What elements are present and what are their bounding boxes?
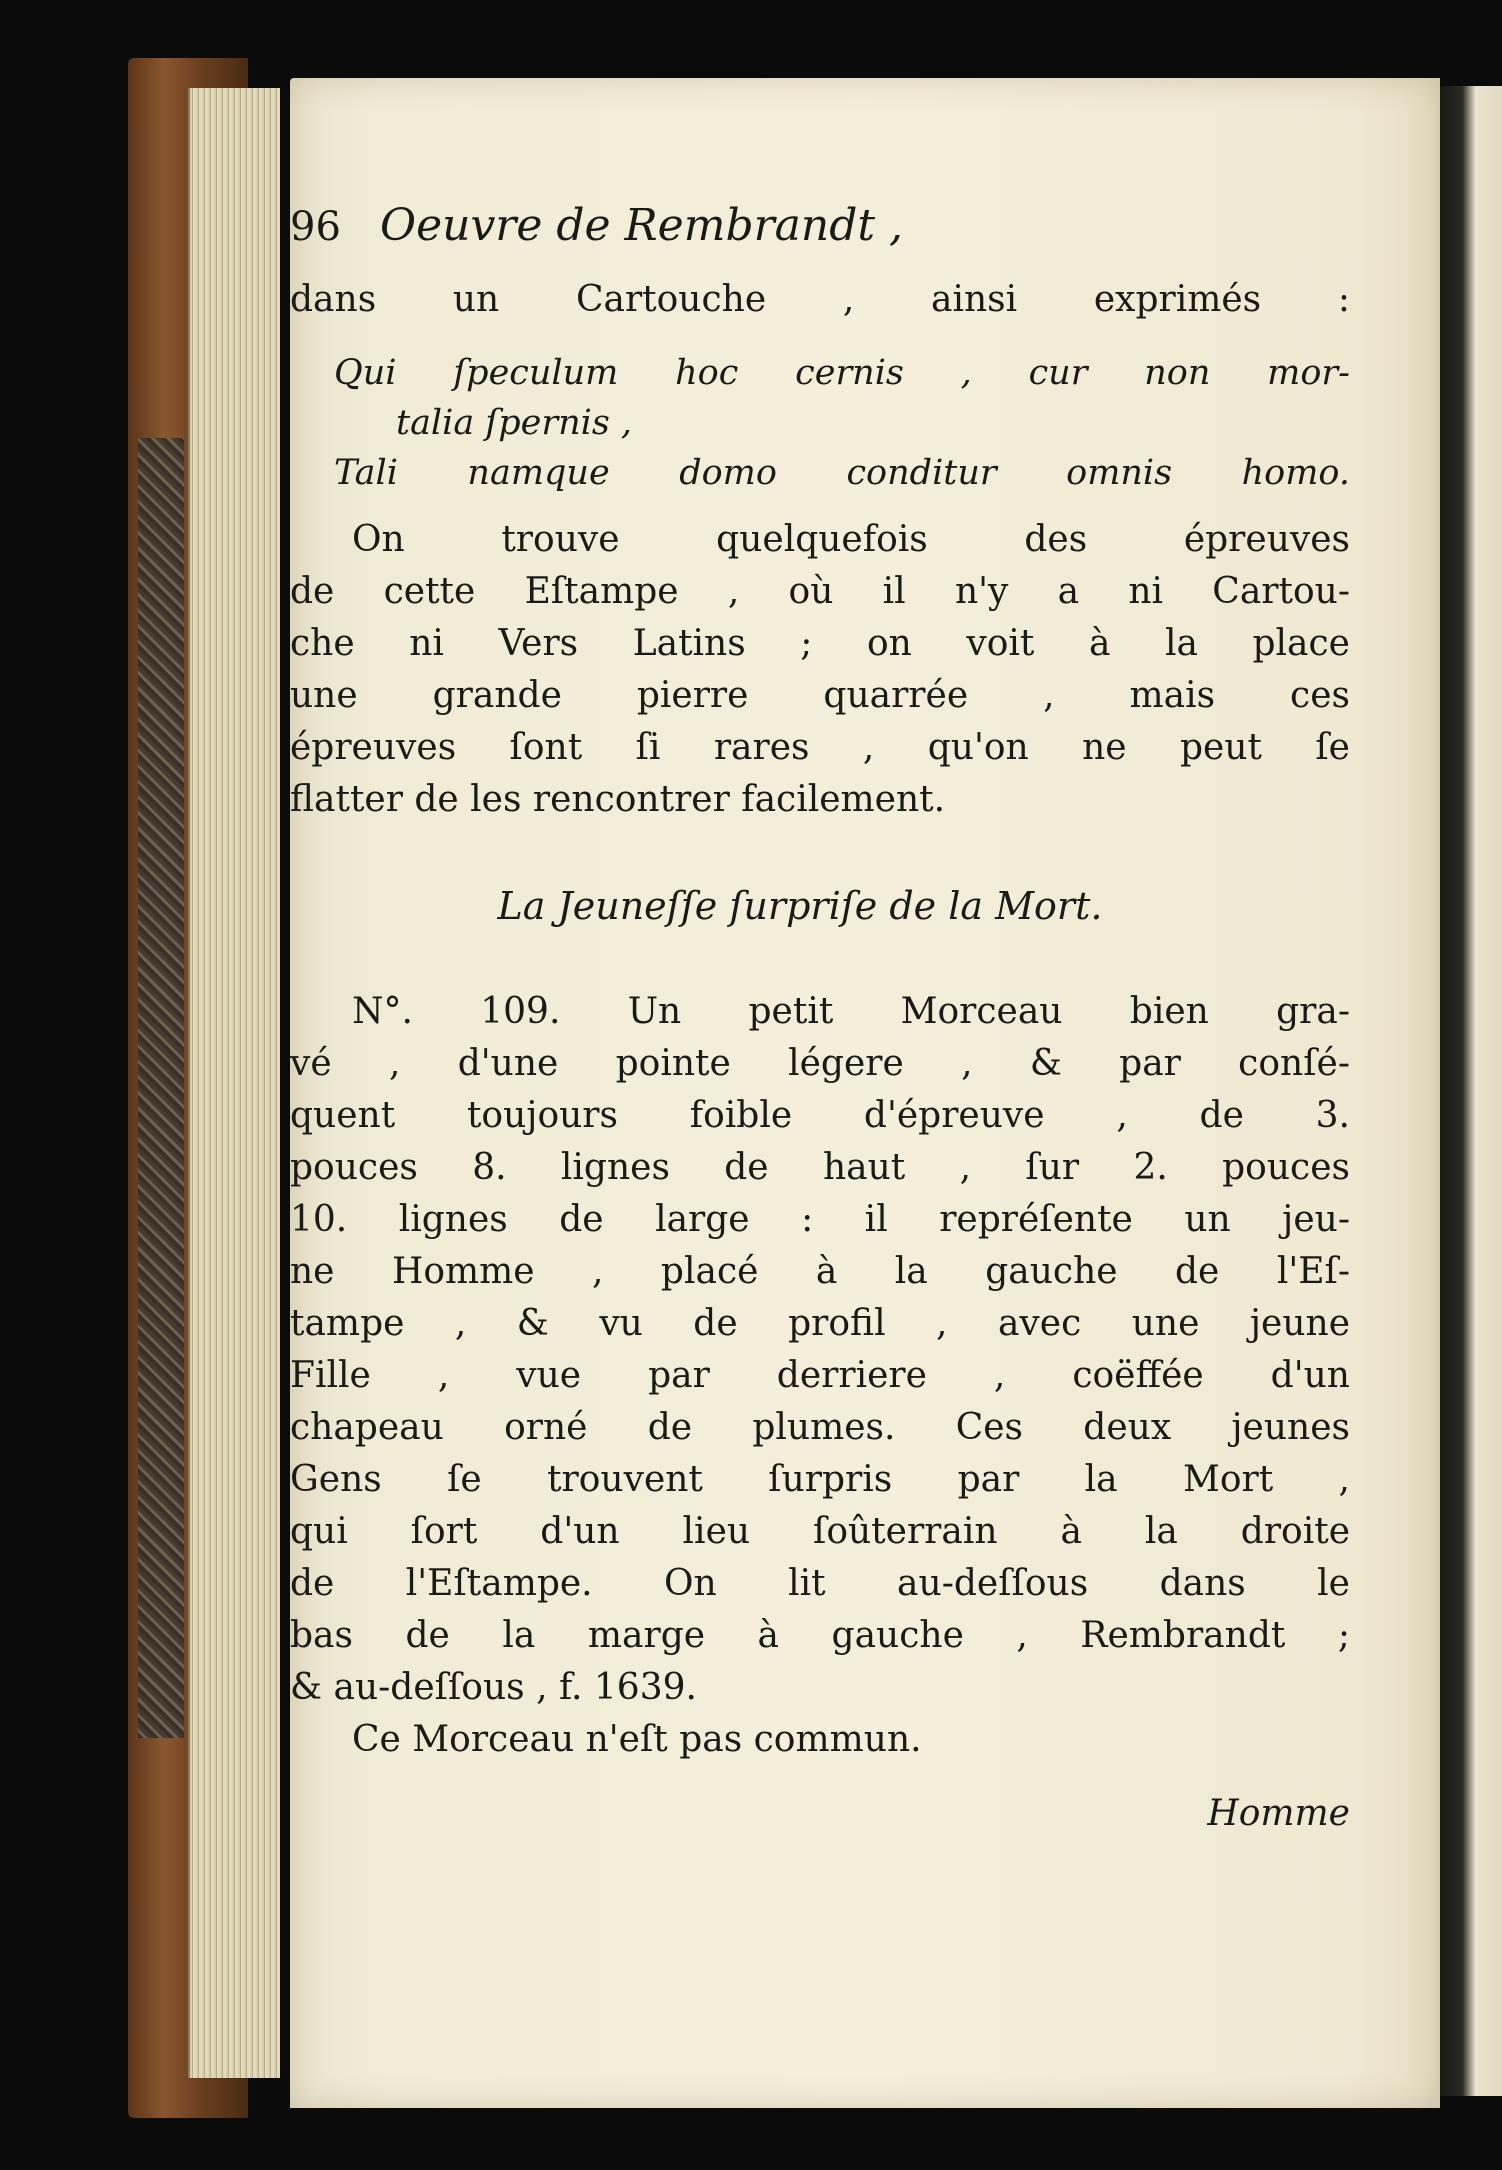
- intro-line: dans un Cartouche , ainsi exprimés :: [290, 279, 1350, 320]
- entry-line: 10. lignes de large : il repréſente un jeu-: [290, 1199, 1350, 1240]
- page-number: 96: [290, 204, 341, 250]
- section-title: La Jeuneſſe ſurpriſe de la Mort.: [497, 884, 1103, 928]
- entry-line: chapeau orné de plumes. Ces deux jeunes: [290, 1407, 1350, 1448]
- page-stack-edge: [188, 88, 280, 2078]
- entry-line: de l'Eſtampe. On lit au-deſſous dans le: [290, 1563, 1350, 1604]
- paragraph-line: une grande pierre quarrée , mais ces: [290, 675, 1350, 716]
- verse-line: Tali namque domo conditur omnis homo.: [334, 453, 1350, 493]
- entry-line: ne Homme , placé à la gauche de l'Eſ-: [290, 1251, 1350, 1292]
- entry-line: tampe , & vu de profil , avec une jeune: [290, 1303, 1350, 1344]
- facing-page-edge: [1436, 86, 1502, 2096]
- page-text: [290, 200, 1350, 1840]
- closing-line: Ce Morceau n'eſt pas commun.: [352, 1719, 922, 1760]
- entry-line: N°. 109. Un petit Morceau bien gra-: [352, 991, 1350, 1032]
- running-title: Oeuvre de Rembrandt ,: [380, 200, 904, 251]
- verse-line: talia ſpernis ,: [396, 403, 633, 443]
- entry-line: & au-deſſous , f. 1639.: [290, 1667, 697, 1708]
- verse-line: Qui ſpeculum hoc cernis , cur non mor-: [334, 353, 1350, 393]
- catchword: Homme: [1207, 1793, 1350, 1834]
- page-header: [290, 200, 1350, 268]
- paragraph: [290, 514, 1350, 826]
- paragraph-line: épreuves ſont ſi rares , qu'on ne peut ſe: [290, 727, 1350, 768]
- paragraph-line: che ni Vers Latins ; on voit à la place: [290, 623, 1350, 664]
- paragraph-line: flatter de les rencontrer facilement.: [290, 779, 946, 820]
- paragraph-line: On trouve quelquefois des épreuves: [352, 519, 1350, 560]
- catalogue-entry: [290, 986, 1350, 1766]
- entry-line: pouces 8. lignes de haut , ſur 2. pouces: [290, 1147, 1350, 1188]
- entry-line: qui ſort d'un lieu ſoûterrain à la droite: [290, 1511, 1350, 1552]
- paragraph-line: de cette Eſtampe , où il n'y a ni Cartou-: [290, 571, 1350, 612]
- entry-line: quent toujours foible d'épreuve , de 3.: [290, 1095, 1350, 1136]
- entry-line: Fille , vue par derriere , coëffée d'un: [290, 1355, 1350, 1396]
- entry-line: Gens ſe trouvent ſurpris par la Mort ,: [290, 1459, 1350, 1500]
- entry-line: vé , d'une pointe légere , & par conſé-: [290, 1043, 1350, 1084]
- entry-line: bas de la marge à gauche , Rembrandt ;: [290, 1615, 1350, 1656]
